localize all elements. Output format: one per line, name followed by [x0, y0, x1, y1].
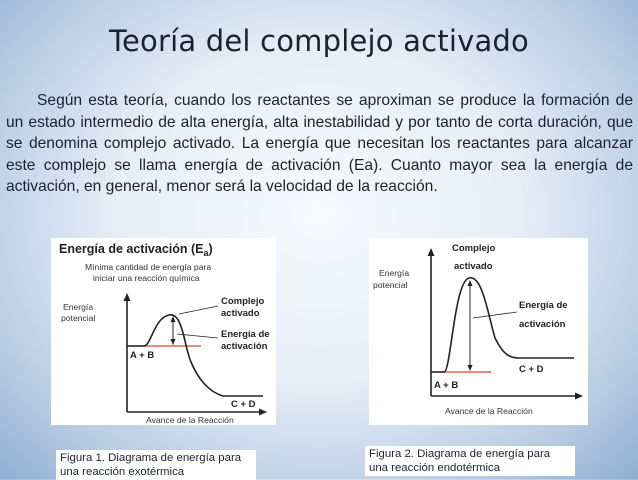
fig2-ea-pointer — [473, 312, 517, 318]
fig2-y-label-line2: potencial — [373, 280, 408, 290]
fig2-reactants-label: A + B — [434, 380, 459, 391]
figure1-caption-line2: una reacción exotérmica — [60, 466, 185, 478]
slide-paragraph: Según esta teoría, cuando los reactantes se aproximan se produce la formación de un estado intermedio de alta energía, alta inestabilidad y por tanto de corta duración, que se denomina complejo activado. La energía que necesitan los reactantes para alcanzar este complejo se llama energía de activación (Ea). Cuanto mayor sea la energía de activación, en general, menor será la velocidad de la reacción. — [6, 92, 633, 196]
endothermic-diagram — [369, 238, 588, 425]
fig2-y-label-line1: Energía — [379, 268, 410, 278]
slide-title: Teoría del complejo activado — [109, 24, 529, 58]
fig1-reactants-label: A + B — [130, 350, 155, 361]
fig1-y-label-line2: potencial — [61, 313, 96, 323]
fig1-subtitle-line2: iniciar una reacción química — [93, 273, 200, 283]
fig2-ea-label-line2: activación — [519, 319, 566, 330]
fig1-ea-label-line2: activación — [221, 341, 268, 352]
fig2-x-label: Avance de la Reacción — [445, 406, 533, 416]
fig2-complex-label-line1: Complejo — [452, 243, 496, 254]
fig2-y-axis-arrow — [428, 248, 435, 256]
fig1-x-axis-arrow — [259, 409, 267, 416]
fig1-complex-label-line1: Complejo — [221, 296, 265, 307]
figure2-caption — [365, 446, 575, 476]
fig1-y-label-line1: Energía — [63, 302, 94, 312]
fig2-activation-arrow-bottom — [468, 365, 473, 371]
figure2-caption-line1: Figura 2. Diagrama de energía para — [369, 448, 551, 460]
fig1-ea-label-line1: Energía de — [221, 329, 270, 340]
exothermic-diagram — [51, 238, 276, 425]
fig2-x-axis-arrow — [575, 393, 583, 400]
figure2-caption-line2: una reacción endotérmica — [369, 462, 501, 474]
fig2-ea-label-line1: Energía de — [519, 300, 568, 311]
figure1-caption — [56, 450, 256, 480]
figure-endothermic — [369, 238, 588, 425]
fig1-activation-arrow-bottom — [171, 339, 176, 345]
fig1-complex-label-line2: activado — [221, 308, 260, 319]
fig1-x-label: Avance de la Reacción — [146, 415, 234, 425]
fig1-heading: Energía de activación $(E_a)$ — [59, 242, 213, 258]
figure-exothermic — [51, 238, 276, 425]
figure1-caption-line1: Figura 1. Diagrama de energía para — [60, 452, 242, 464]
fig2-products-label: C + D — [519, 364, 544, 375]
fig1-products-label: C + D — [231, 399, 256, 410]
fig2-complex-label-line2: activado — [454, 261, 493, 272]
fig1-y-axis-arrow — [124, 293, 131, 301]
fig1-subtitle-line1: Mínima cantidad de energía para — [85, 262, 212, 272]
fig1-complex-pointer — [179, 306, 218, 314]
fig2-activation-arrow-top — [468, 280, 473, 286]
